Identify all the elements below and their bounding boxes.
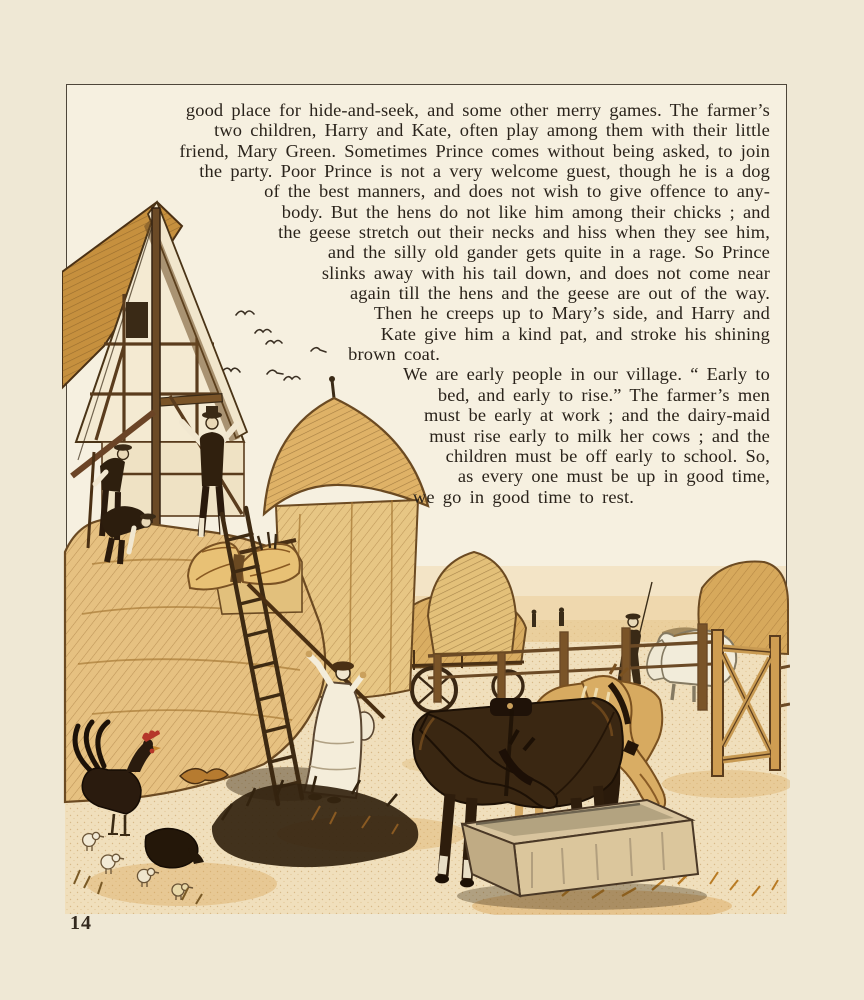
text-line: slinks away with his tail down, and does not come near <box>321 262 770 283</box>
text-line: friend, Mary Green. Sometimes Prince comes without being asked, to join <box>179 140 770 161</box>
text-line: and the silly old gander gets quite in a rage. So Prince <box>327 242 770 263</box>
story-text <box>81 100 770 507</box>
text-line: bed, and early to rise.” The farmer’s men <box>437 384 770 405</box>
text-line: good place for hide-and-seek, and some other merry games. The farmer’s <box>185 100 770 120</box>
text-line: We are early people in our village. “ Early to <box>403 364 770 385</box>
text-line: we go in good time to rest. <box>412 486 634 507</box>
text-line: must rise early to milk her cows ; and the <box>429 425 770 446</box>
text-line: Then he creeps up to Mary’s side, and Harry and <box>373 303 770 324</box>
text-line: body. But the hens do not like him among their chicks ; and <box>281 201 770 222</box>
text-line: the party. Poor Prince is not a very welcome guest, though he is a dog <box>199 161 770 182</box>
text-line: brown coat. <box>348 344 440 365</box>
text-line: again till the hens and the geese are out of the way. <box>349 283 770 304</box>
text-line: the geese stretch out their necks and hiss when they see him, <box>278 222 770 243</box>
text-line: must be early at work ; and the dairy-maid <box>423 405 770 426</box>
text-line: two children, Harry and Kate, often play among them with their little <box>214 120 770 141</box>
text-line: Kate give him a kind pat, and stroke his shining <box>380 323 770 344</box>
text-line: of the best manners, and does not wish to give offence to any- <box>264 181 770 202</box>
page-number: 14 <box>70 912 92 934</box>
text-line: children must be off early to school. So, <box>445 445 770 466</box>
text-line: as every one must be up in good time, <box>457 466 770 487</box>
